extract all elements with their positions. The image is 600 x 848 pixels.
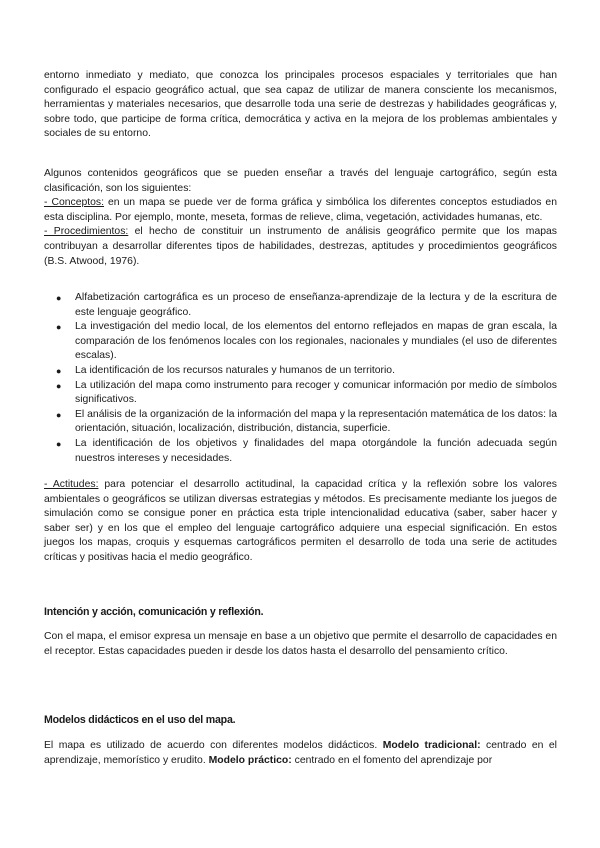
bold-term: Modelo práctico: — [208, 754, 292, 766]
list-item — [44, 291, 557, 320]
list-item — [44, 379, 557, 408]
section-heading: Modelos didácticos en el uso del mapa. — [44, 714, 236, 726]
conceptos-label: - Conceptos: — [44, 197, 105, 209]
list-item-text: Alfabetización cartográfica es un proceso de enseñanza-aprendizaje de la lectura y de la escritura de este lenguaje geográfico. — [75, 292, 557, 318]
text-run: centrado en el aprendizaje, memorístico y erudito. — [44, 740, 557, 766]
bullet-list-container — [44, 291, 557, 466]
contents-section — [44, 167, 557, 269]
intro-paragraph — [44, 69, 557, 142]
conceptos-text: en un mapa se puede ver de forma gráfica y simbólica los diferentes conceptos estudiados en esta disciplina. Por ejemplo, monte, meseta, formas de relieve, clima, vegetación, actividades humanas, etc. — [44, 197, 557, 223]
list-item — [44, 364, 557, 379]
section-intencion — [44, 605, 557, 620]
contents-intro: Algunos contenidos geográficos que se pueden enseñar a través del lenguaje cartográfico, según esta clasificación, son los siguientes: — [44, 168, 557, 194]
bullet-list — [44, 291, 557, 466]
list-item-text: La utilización del mapa como instrumento para recoger y comunicar información por medio de símbolos significativos. — [75, 379, 557, 406]
section-intencion-body — [44, 630, 557, 659]
section-text: Con el mapa, el emisor expresa un mensaje en base a un objetivo que permite el desarrollo de capacidades en el receptor. Estas capacidades pueden ir desde los datos hasta el desarrollo del pensamiento crítico. — [44, 631, 557, 657]
bullet-icon: ● — [56, 293, 62, 303]
bullet-icon: ● — [56, 409, 62, 420]
conceptos-paragraph — [44, 196, 557, 225]
bullet-icon: ● — [56, 365, 62, 376]
section-heading: Intención y acción, comunicación y reflexión. — [44, 606, 264, 618]
section-text — [44, 739, 557, 768]
list-item-text: La identificación de los recursos naturales y humanos de un territorio. — [75, 364, 395, 376]
section-modelos — [44, 713, 557, 728]
bullet-icon: ● — [56, 380, 62, 391]
actitudes-text-block — [44, 478, 557, 566]
list-item — [44, 320, 557, 364]
list-item — [44, 437, 557, 466]
section-modelos-body — [44, 739, 557, 768]
bold-term: Modelo tradicional: — [382, 740, 481, 751]
bullet-icon: ● — [56, 322, 62, 333]
text-run: centrado en el fomento del aprendizaje por — [291, 754, 493, 766]
text-run: El mapa es utilizado de acuerdo con diferentes modelos didácticos. — [44, 740, 383, 751]
procedimientos-paragraph — [44, 225, 557, 269]
procedimientos-text: el hecho de constituir un instrumento de análisis geográfico permite que los mapas contribuyan a desarrollar diferentes tipos de habilidades, destrezas, aptitudes y procedimientos geográficos (B.S. Atwood, 1976). — [44, 226, 557, 267]
list-item-text: El análisis de la organización de la información del mapa y la representación matemática de los datos: la orientación, situación, localización, distribución, distancia, superficie. — [75, 408, 557, 435]
bullet-icon: ● — [56, 438, 62, 449]
list-item-text: La investigación del medio local, de los elementos del entorno reflejados en mapas de gran escala, la comparación de los fenómenos locales con los regionales, nacionales y mundiales (el uso de diferentes escalas). — [75, 321, 557, 362]
actitudes-text: para potenciar el desarrollo actitudinal, la capacidad crítica y la reflexión sobre los valores ambientales o geográficos se utilizan diversas estrategias y métodos. Es precisamente mediante los juegos de simulación como se consigue poner en práctica esta triple intencionalidad educativa (saber, saber hacer y saber ser) y en los que el empleo del lenguaje cartográfico adquiere una especial significación. En estos juegos los mapas, croquis y esquemas cartográficos permiten el desarrollo de toda una serie de actitudes críticas y positivas hacia el medio geográfico. — [44, 479, 557, 563]
actitudes-label: - Actitudes: — [44, 479, 99, 490]
list-item — [44, 408, 557, 437]
actitudes-paragraph — [44, 478, 557, 566]
paragraph-text: entorno inmediato y mediato, que conozca los principales procesos espaciales y territoriales que han configurado el espacio geográfico actual, que sea capaz de utilizar de manera consciente los mecanismos, herramientas y materiales necesarios, que desarrolle toda una serie de destrezas y habilidades geográficas y, sobre todo, que participe de forma crítica, democrática y activa en la mejora de los problemas ambientales y sociales de su entorno. — [44, 70, 557, 140]
procedimientos-label: - Procedimientos: — [44, 226, 129, 238]
list-item-text: La identificación de los objetivos y finalidades del mapa otorgándole la función adecuada según nuestros intereses y necesidades. — [75, 437, 557, 464]
